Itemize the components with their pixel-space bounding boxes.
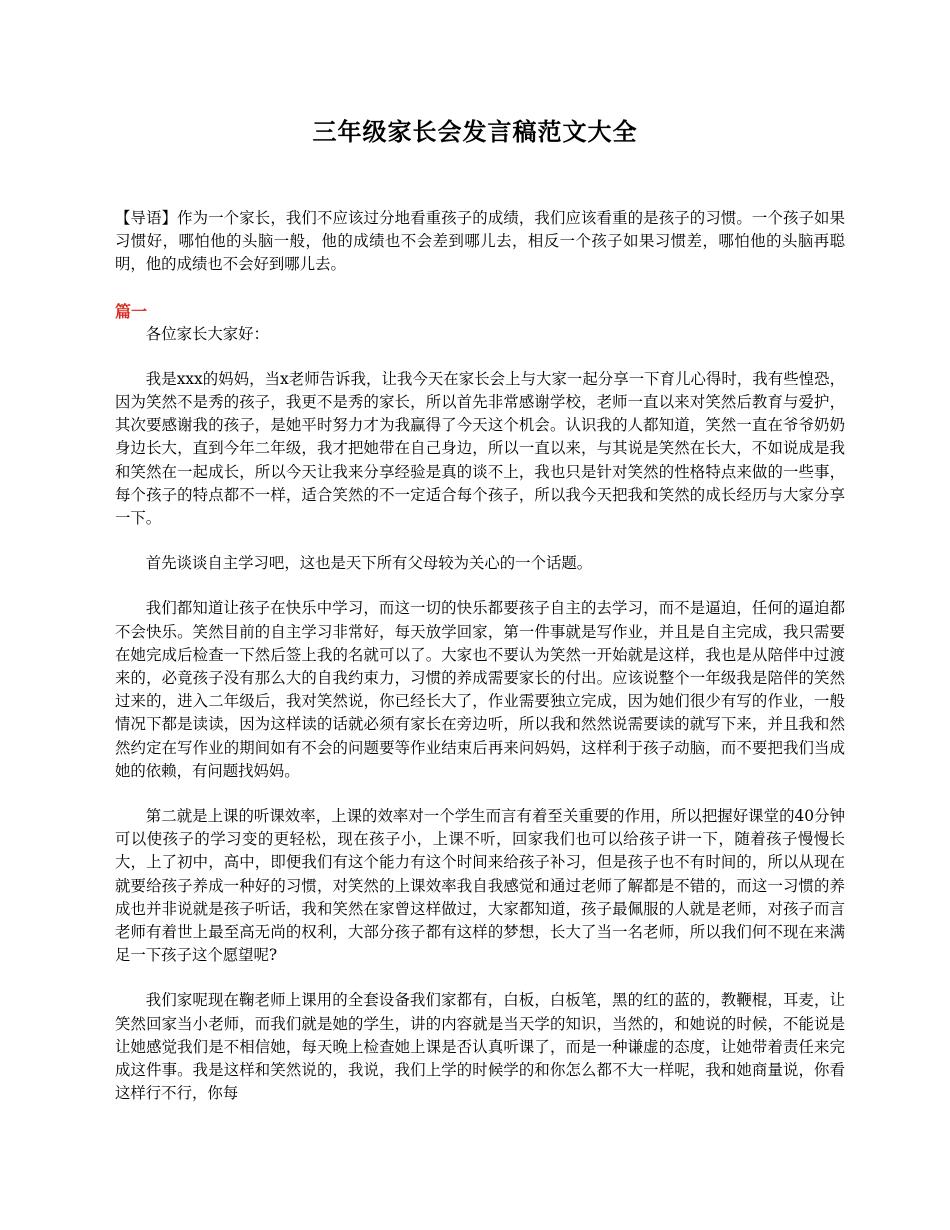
body-paragraph-4: 第二就是上课的听课效率，上课的效率对一个学生而言有着至关重要的作用，所以把握好课堂的40分钟可以使孩子的学习变的更轻松，现在孩子小，上课不听，回家我们也可以给孩子讲一下，随着孩子慢慢长大，上了初中，高中，即便我们有这个能力有这个时间来给孩子补习，但是孩子也不有时间的，所以从现在就要给孩子养成一种好的习惯，对笑然的上课效率我自我感觉和通过老师了解都是不错的，而这一习惯的养成也并非说就是孩子听话，我和笑然在家曾这样做过，大家都知道，孩子最佩服的人就是老师，对孩子而言老师有着世上最至高无尚的权利，大部分孩子都有这样的梦想，长大了当一名老师，所以我们何不现在来满足一下孩子这个愿望呢? [115, 807, 845, 965]
body-paragraph-1: 我是xxx的妈妈，当x老师告诉我，让我今天在家长会上与大家一起分享一下育儿心得时，我有些惶恐，因为笑然不是秀的孩子，我更不是秀的家长，所以首先非常感谢学校，老师一直以来对笑然后教育与爱护，其次要感谢我的孩子，是她平时努力才为我赢得了今天这个机会。认识我的人都知道，笑然一直在爷爷奶奶身边长大，直到今年二年级，我才把她带在自己身边，所以一直以来，与其说是笑然在长大，不如说成是我和笑然在一起成长，所以今天让我来分享经验是真的谈不上，我也只是针对笑然的性格特点来做的一些事，每个孩子的特点都不一样，适合笑然的不一定适合每个孩子，所以我今天把我和笑然的成长经历与大家分享一下。 [115, 369, 845, 528]
body-paragraph-5: 我们家呢现在鞠老师上课用的全套设备我们家都有，白板，白板笔，黑的红的蓝的，教鞭棍，耳麦，让笑然回家当小老师，而我们就是她的学生，讲的内容就是当天学的知识，当然的，和她说的时候，不能说是让她感觉我们是不相信她，每天晚上检查她上课是否认真听课了，而是一种谦虚的态度，让她带着责任来完成这件事。我是这样和笑然说的，我说，我们上学的时候学的和你怎么都不大一样呢，我和她商量说，你看这样行不行，你每 [115, 991, 845, 1103]
body-paragraph-3: 我们都知道让孩子在快乐中学习，而这一切的快乐都要孩子自主的去学习，而不是逼迫，任何的逼迫都不会快乐。笑然目前的自主学习非常好，每天放学回家，第一件事就是写作业，并且是自主完成，我只需要在她完成后检查一下然后签上我的名就可以了。大家也不要认为笑然一开始就是这样，我也是从陪伴中过渡来的，必竟孩子没有那么大的自我约束力，习惯的养成需要家长的付出。应该说整个一年级我是陪伴的笑然过来的，进入二年级后，我对笑然说，你已经长大了，作业需要独立完成，因为她们很少有写的作业，一般情况下都是读读，因为这样读的话就必须有家长在旁边听，所以我和然然说需要读的就写下来，并且我和然然约定在写作业的期间如有不会的问题要等作业结束后再来问妈妈，这样利于孩子动脑，而不要把我们当成她的依赖，有问题找妈妈。 [115, 599, 845, 780]
document-title: 三年级家长会发言稿范文大全 [312, 117, 638, 146]
body-paragraph-2: 首先谈谈自主学习吧，这也是天下所有父母较为关心的一个话题。 [145, 554, 593, 573]
greeting-paragraph: 各位家长大家好： [145, 324, 269, 343]
intro-paragraph: 【导语】作为一个家长，我们不应该过分地看重孩子的成绩，我们应该看重的是孩子的习惯。一个孩子如果习惯好，哪怕他的头脑一般，他的成绩也不会差到哪儿去，相反一个孩子如果习惯差，哪怕他的头脑再聪明，他的成绩也不会好到哪儿去。 [115, 209, 845, 274]
section-heading: 篇一 [115, 301, 148, 321]
document-body [115, 207, 845, 1106]
